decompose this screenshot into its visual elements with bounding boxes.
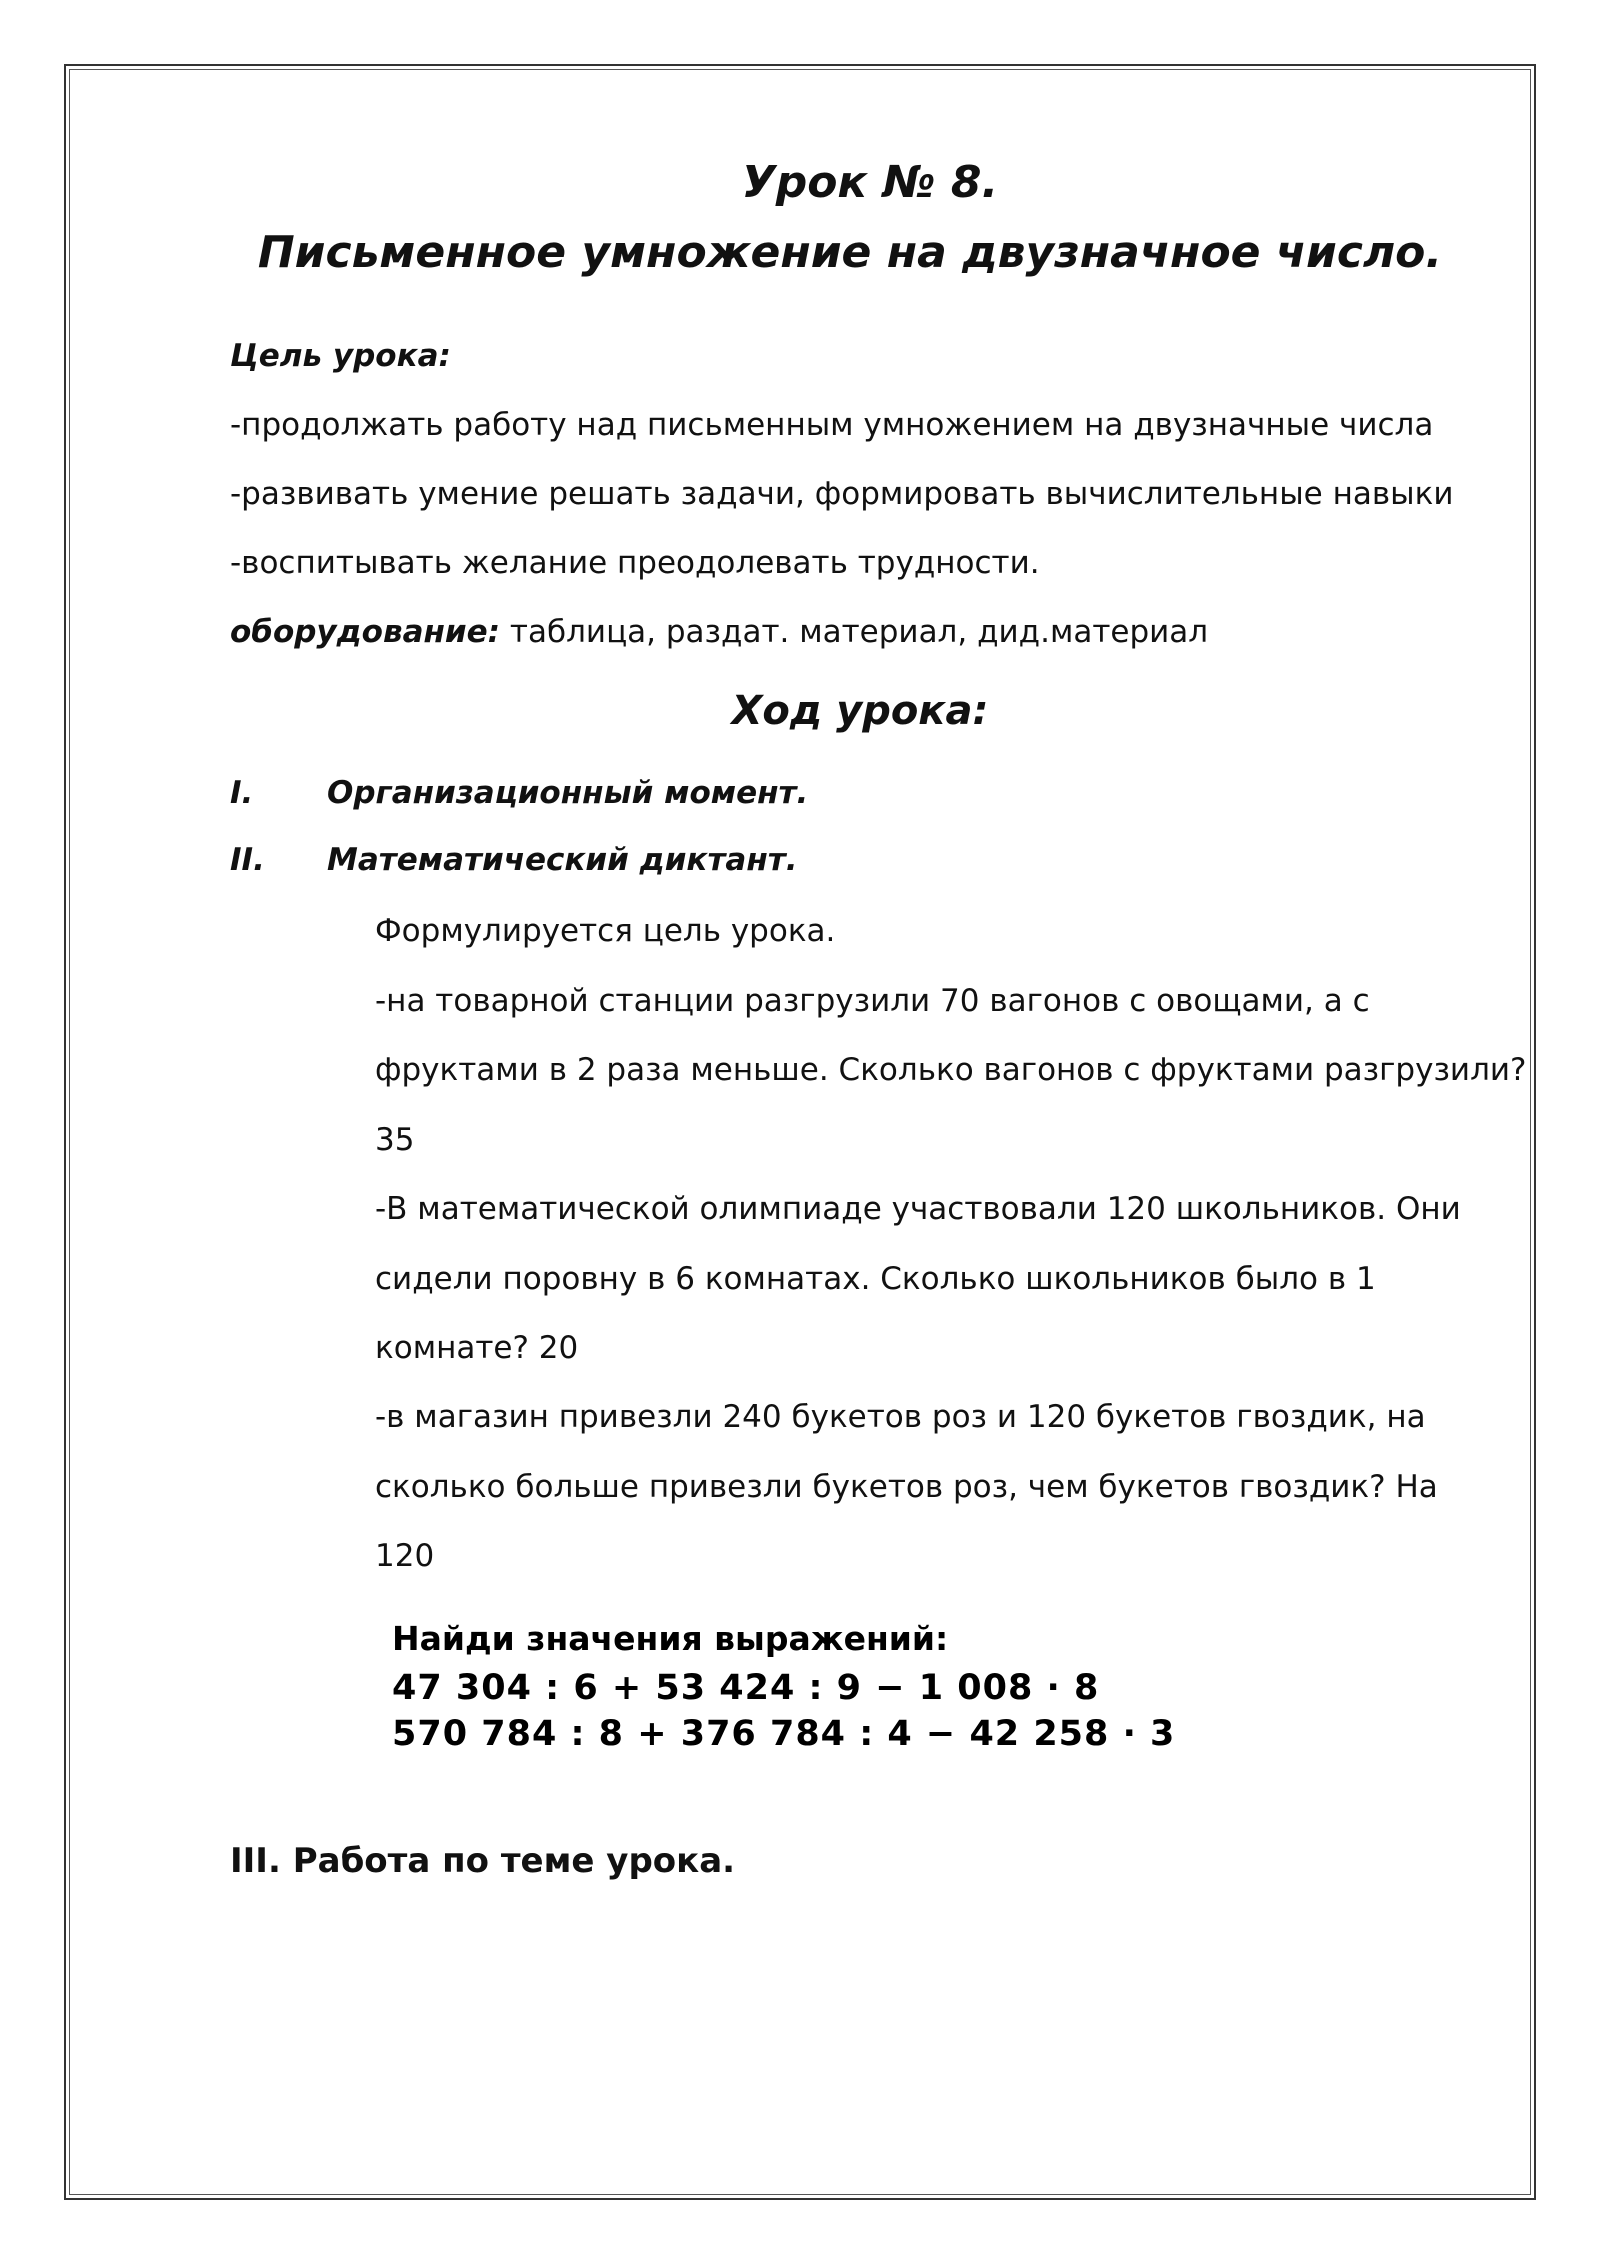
course-heading: Ход урока: — [731, 688, 989, 734]
task-expression: 47 304 : 6 + 53 424 : 9 − 1 008 · 8 — [392, 1668, 1100, 1708]
dictation-line: 35 — [375, 1122, 415, 1158]
dictation-line: фруктами в 2 раза меньше. Сколько вагонов с фруктами разгрузили? — [375, 1052, 1527, 1088]
section-title: Организационный момент. — [327, 775, 809, 811]
lesson-number: Урок № 8. — [741, 157, 999, 208]
task-expression: 570 784 : 8 + 376 784 : 4 − 42 258 · 3 — [392, 1714, 1176, 1754]
goal-item: -развивать умение решать задачи, формировать вычислительные навыки — [230, 476, 1454, 512]
dictation-line: -в магазин привезли 240 букетов роз и 120 букетов гвоздик, на — [375, 1399, 1426, 1435]
dictation-line: комнате? 20 — [375, 1330, 579, 1366]
section-numeral: II. — [230, 842, 265, 878]
lesson-topic: Письменное умножение на двузначное число. — [257, 227, 1443, 278]
dictation-line: 120 — [375, 1538, 435, 1574]
goal-item: -продолжать работу над письменным умножением на двузначные числа — [230, 407, 1434, 443]
goal-item: -воспитывать желание преодолевать трудности. — [230, 545, 1040, 581]
task-title: Найди значения выражений: — [392, 1619, 949, 1658]
section-title: Математический диктант. — [327, 842, 798, 878]
section-three-title: III. Работа по теме урока. — [230, 1841, 736, 1881]
dictation-line: -на товарной станции разгрузили 70 вагонов с овощами, а с — [375, 983, 1370, 1019]
dictation-line: сидели поровну в 6 комнатах. Сколько школьников было в 1 — [375, 1261, 1376, 1297]
equipment-line — [230, 612, 1208, 652]
equipment-text: таблица, раздат. материал, дид.материал — [500, 614, 1209, 650]
goals-label: Цель урока: — [230, 338, 451, 374]
dictation-line: -В математической олимпиаде участвовали 120 школьников. Они — [375, 1191, 1461, 1227]
section-numeral: I. — [230, 775, 254, 811]
equipment-label: оборудование: — [230, 614, 501, 650]
dictation-line: Формулируется цель урока. — [375, 913, 836, 949]
dictation-line: сколько больше привезли букетов роз, чем букетов гвоздик? На — [375, 1469, 1438, 1505]
